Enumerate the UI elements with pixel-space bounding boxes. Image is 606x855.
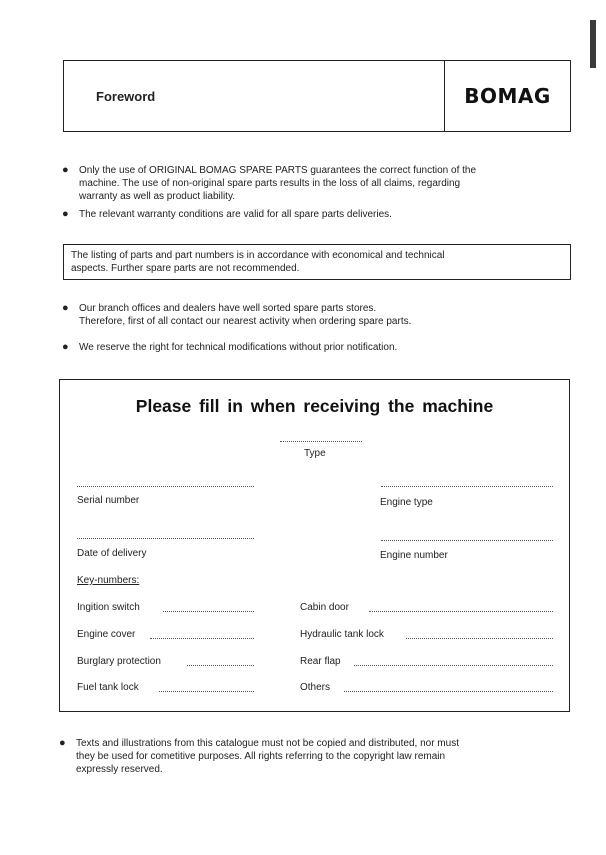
rear-flap-field[interactable] (354, 665, 553, 666)
date-of-delivery-field[interactable] (77, 538, 254, 539)
ignition-switch-field[interactable] (163, 611, 254, 612)
bullet-text: Only the use of ORIGINAL BOMAG SPARE PARTS guarantees the correct function of the machine. The use of non-original spare parts results in the loss of all claims, regarding warranty as well as product liability. (79, 165, 477, 202)
bullet-dot-icon: ● (62, 208, 69, 220)
burglary-protection-label: Burglary protection (77, 656, 161, 667)
cabin-door-label: Cabin door (300, 602, 349, 613)
ignition-switch-label: Ingition switch (77, 602, 140, 613)
engine-number-label: Engine number (380, 550, 448, 561)
date-of-delivery-label: Date of delivery (77, 548, 147, 559)
bullet-dot-icon: ● (62, 302, 69, 314)
engine-cover-label: Engine cover (77, 629, 136, 640)
engine-number-field[interactable] (381, 540, 553, 541)
hydraulic-tank-lock-label: Hydraulic tank lock (300, 629, 384, 640)
burglary-protection-field[interactable] (187, 665, 254, 666)
engine-type-field[interactable] (381, 486, 553, 487)
page-edge-mark (590, 20, 596, 68)
bullet-branch-offices (62, 302, 411, 328)
fuel-tank-lock-field[interactable] (159, 691, 254, 692)
rear-flap-label: Rear flap (300, 656, 341, 667)
bullet-text: The relevant warranty conditions are valid for all spare parts deliveries. (79, 209, 392, 220)
type-label: Type (304, 448, 326, 459)
serial-number-label: Serial number (77, 495, 140, 506)
bullet-warranty (62, 208, 392, 221)
form-title: Please fill in when receiving the machine (135, 396, 494, 416)
hydraulic-tank-lock-field[interactable] (406, 638, 553, 639)
others-field[interactable] (344, 691, 553, 692)
fuel-tank-lock-label: Fuel tank lock (77, 682, 139, 693)
receiving-form (59, 379, 570, 712)
notice-box: The listing of parts and part numbers is in accordance with economical and technical aspects. Further spare parts are not recommended. (63, 244, 571, 280)
bullet-text: Texts and illustrations from this catalogue must not be copied and distributed, nor must they be used for cometitive purposes. All rights referring to the copyright law remain expressly reserved. (76, 738, 459, 775)
bullet-dot-icon: ● (59, 737, 66, 749)
bullet-modifications (62, 341, 397, 354)
bullet-text: We reserve the right for technical modifications without prior notification. (79, 342, 398, 353)
brand-logo: BOMAG (444, 61, 570, 131)
bullet-original-parts (62, 164, 476, 203)
bullet-dot-icon: ● (62, 164, 69, 176)
type-field[interactable] (280, 441, 362, 442)
engine-type-label: Engine type (380, 497, 433, 508)
header-box (63, 60, 571, 132)
cabin-door-field[interactable] (369, 611, 553, 612)
engine-cover-field[interactable] (150, 638, 254, 639)
bullet-text: Our branch offices and dealers have well sorted spare parts stores. Therefore, first of all contact our nearest activity when ordering spare parts. (79, 303, 412, 327)
others-label: Others (300, 682, 331, 693)
key-numbers-heading: Key-numbers: (77, 575, 140, 586)
serial-number-field[interactable] (77, 486, 254, 487)
bullet-copyright (59, 737, 459, 776)
bullet-dot-icon: ● (62, 341, 69, 353)
page-title: Foreword (96, 88, 156, 104)
